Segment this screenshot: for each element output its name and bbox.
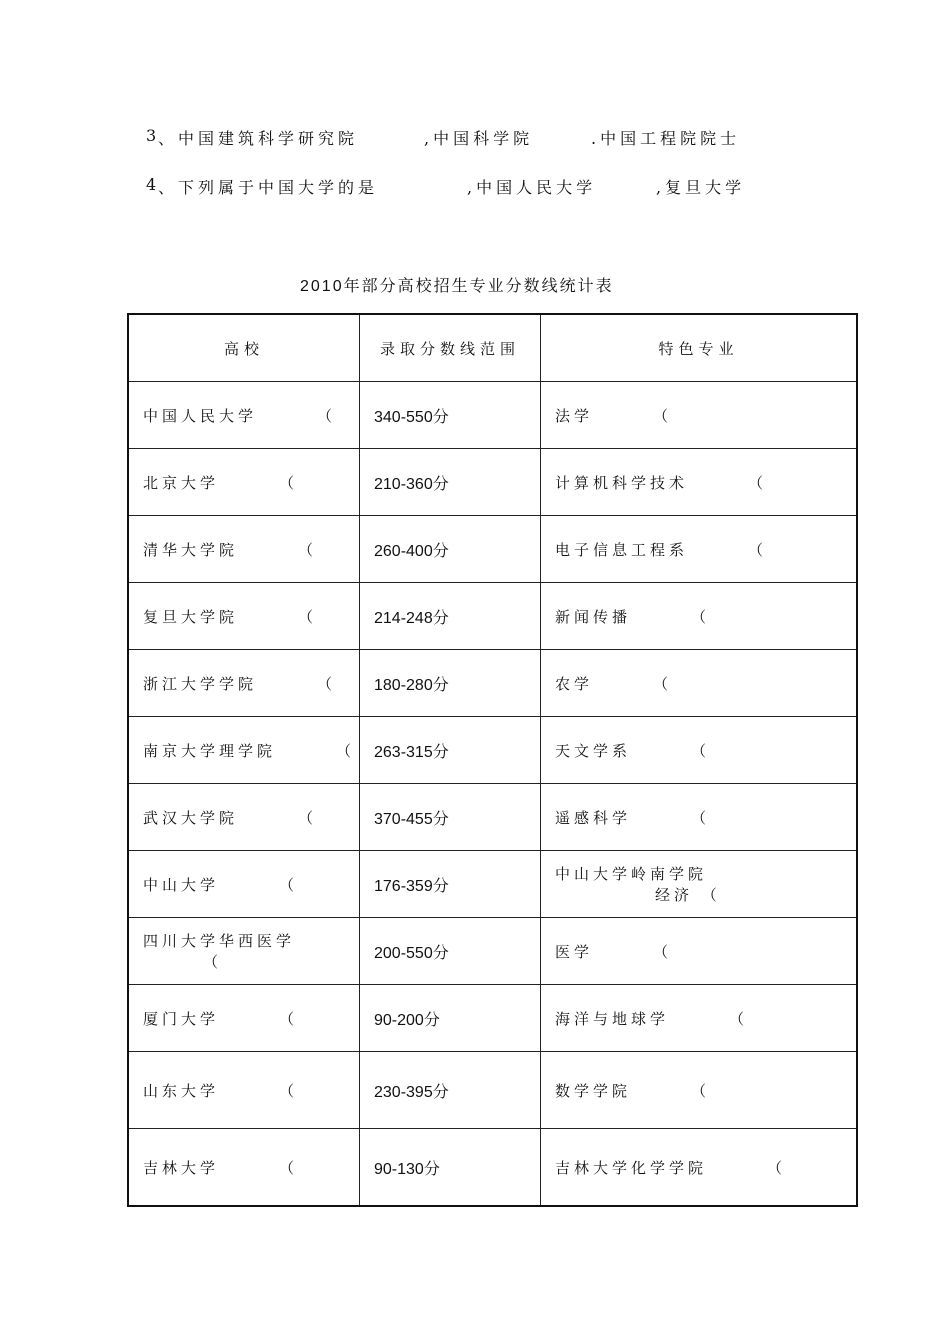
cell-major [541, 1052, 858, 1129]
school-name: 浙江大学学院 [143, 674, 258, 693]
score-range: 90-200 [374, 1011, 424, 1029]
cell-major [541, 985, 858, 1052]
school-mark: （ [317, 674, 337, 693]
cell-major [541, 449, 858, 516]
major-mark: （ [691, 741, 711, 760]
score-unit: 分 [423, 1160, 440, 1178]
cell-school [128, 717, 360, 784]
table-row [128, 1052, 857, 1129]
cell-school [128, 784, 360, 851]
major-mark: （ [653, 674, 673, 693]
score-unit: 分 [423, 1011, 440, 1029]
school-mark: （ [317, 406, 337, 425]
cell-score [360, 516, 541, 583]
major-mark: （ [691, 808, 711, 827]
major-mark: （ [691, 607, 711, 626]
school-name: 四川大学华西医学 [143, 932, 296, 950]
header-major: 特色专业 [541, 314, 858, 382]
score-unit: 分 [432, 475, 449, 493]
major-name: 农学 [555, 674, 594, 693]
school-name: 南京大学理学院 [143, 741, 277, 760]
score-unit: 分 [432, 676, 449, 694]
table-title: 2010年部分高校招生专业分数线统计表 [300, 278, 614, 295]
school-name: 复旦大学院 [143, 607, 239, 626]
paragraph-3-number: 3 [146, 126, 161, 145]
paragraph-3-part2: ,中国科学院 [424, 129, 534, 148]
school-name: 清华大学院 [143, 540, 239, 559]
major-extra: 经济 （ [655, 886, 721, 904]
major-mark: （ [729, 1009, 749, 1028]
cell-major [541, 382, 858, 449]
table-row [128, 851, 857, 918]
school-mark: （ [298, 540, 318, 559]
score-unit: 分 [432, 408, 449, 426]
header-score: 录取分数线范围 [360, 314, 541, 382]
cell-score [360, 717, 541, 784]
major-name: 计算机科学技术 [555, 473, 689, 492]
score-range: 200-550 [374, 944, 433, 962]
major-mark: （ [691, 1081, 711, 1100]
score-range: 370-455 [374, 810, 433, 828]
major-name: 法学 [555, 406, 594, 425]
school-mark: （ [298, 607, 318, 626]
major-name: 数学学院 [555, 1081, 632, 1100]
cell-major [541, 784, 858, 851]
major-name: 吉林大学化学学院 [555, 1158, 708, 1177]
score-range: 176-359 [374, 877, 433, 895]
table-row [128, 1129, 857, 1207]
score-range: 210-360 [374, 475, 433, 493]
cell-major [541, 1129, 858, 1207]
major-mark: （ [653, 406, 673, 425]
school-name: 武汉大学院 [143, 808, 239, 827]
school-name: 吉林大学 [143, 1158, 220, 1177]
cell-score [360, 784, 541, 851]
cell-school [128, 516, 360, 583]
cell-school [128, 1129, 360, 1207]
cell-school [128, 851, 360, 918]
school-mark: （ [298, 808, 318, 827]
cell-score [360, 985, 541, 1052]
paragraph-4-part3: ,复旦大学 [656, 178, 746, 197]
major-name: 医学 [555, 942, 594, 961]
major-name: 中山大学岭南学院 [555, 865, 708, 883]
cell-major [541, 851, 858, 918]
table-header-row [128, 314, 857, 382]
table-row [128, 985, 857, 1052]
major-mark: （ [748, 473, 768, 492]
school-mark: （ [279, 1081, 299, 1100]
school-name: 厦门大学 [143, 1009, 220, 1028]
cell-major [541, 583, 858, 650]
score-unit: 分 [432, 810, 449, 828]
cell-school [128, 918, 360, 985]
score-range: 230-395 [374, 1083, 433, 1101]
paragraph-3-part3: .中国工程院院士 [591, 129, 741, 148]
cell-major [541, 650, 858, 717]
score-unit: 分 [432, 877, 449, 895]
score-unit: 分 [432, 542, 449, 560]
table-row [128, 382, 857, 449]
cell-major [541, 918, 858, 985]
cell-major [541, 717, 858, 784]
table-row [128, 784, 857, 851]
school-name: 中国人民大学 [143, 406, 258, 425]
school-name: 中山大学 [143, 875, 220, 894]
cell-school [128, 985, 360, 1052]
table-row [128, 918, 857, 985]
cell-score [360, 449, 541, 516]
major-name: 电子信息工程系 [555, 540, 689, 559]
score-range: 340-550 [374, 408, 433, 426]
score-unit: 分 [432, 1083, 449, 1101]
cell-score [360, 918, 541, 985]
major-name: 新闻传播 [555, 607, 632, 626]
table-row [128, 516, 857, 583]
major-mark: （ [653, 942, 673, 961]
paragraph-4-part2: ,中国人民大学 [467, 178, 597, 197]
cell-score [360, 1052, 541, 1129]
school-name: 山东大学 [143, 1081, 220, 1100]
paragraph-4-part1: 、下列属于中国大学的是 [158, 178, 379, 197]
school-name: 北京大学 [143, 473, 220, 492]
score-range: 263-315 [374, 743, 433, 761]
score-range: 180-280 [374, 676, 433, 694]
score-range: 90-130 [374, 1160, 424, 1178]
major-mark: （ [767, 1158, 787, 1177]
header-school: 高校 [128, 314, 360, 382]
school-mark: （ [279, 875, 299, 894]
cell-school [128, 449, 360, 516]
school-mark: （ [336, 741, 356, 760]
cell-school [128, 382, 360, 449]
cell-score [360, 583, 541, 650]
cell-school [128, 650, 360, 717]
table-row [128, 449, 857, 516]
score-range: 214-248 [374, 609, 433, 627]
major-name: 遥感科学 [555, 808, 632, 827]
cell-major [541, 516, 858, 583]
major-mark: （ [748, 540, 768, 559]
cell-school [128, 1052, 360, 1129]
major-name: 海洋与地球学 [555, 1009, 670, 1028]
school-mark: （ [279, 1158, 299, 1177]
admission-table [127, 313, 858, 1207]
score-unit: 分 [432, 944, 449, 962]
table-row [128, 583, 857, 650]
table-row [128, 717, 857, 784]
paragraph-3-part1: 、中国建筑科学研究院 [158, 129, 359, 148]
cell-school [128, 583, 360, 650]
school-mark: （ [279, 473, 299, 492]
cell-score [360, 650, 541, 717]
cell-score [360, 851, 541, 918]
cell-score [360, 382, 541, 449]
paragraph-4-number: 4 [146, 175, 161, 194]
major-name: 天文学系 [555, 741, 632, 760]
school-mark: （ [203, 953, 223, 971]
score-unit: 分 [432, 609, 449, 627]
score-unit: 分 [432, 743, 449, 761]
score-range: 260-400 [374, 542, 433, 560]
cell-score [360, 1129, 541, 1207]
table-row [128, 650, 857, 717]
school-mark: （ [279, 1009, 299, 1028]
